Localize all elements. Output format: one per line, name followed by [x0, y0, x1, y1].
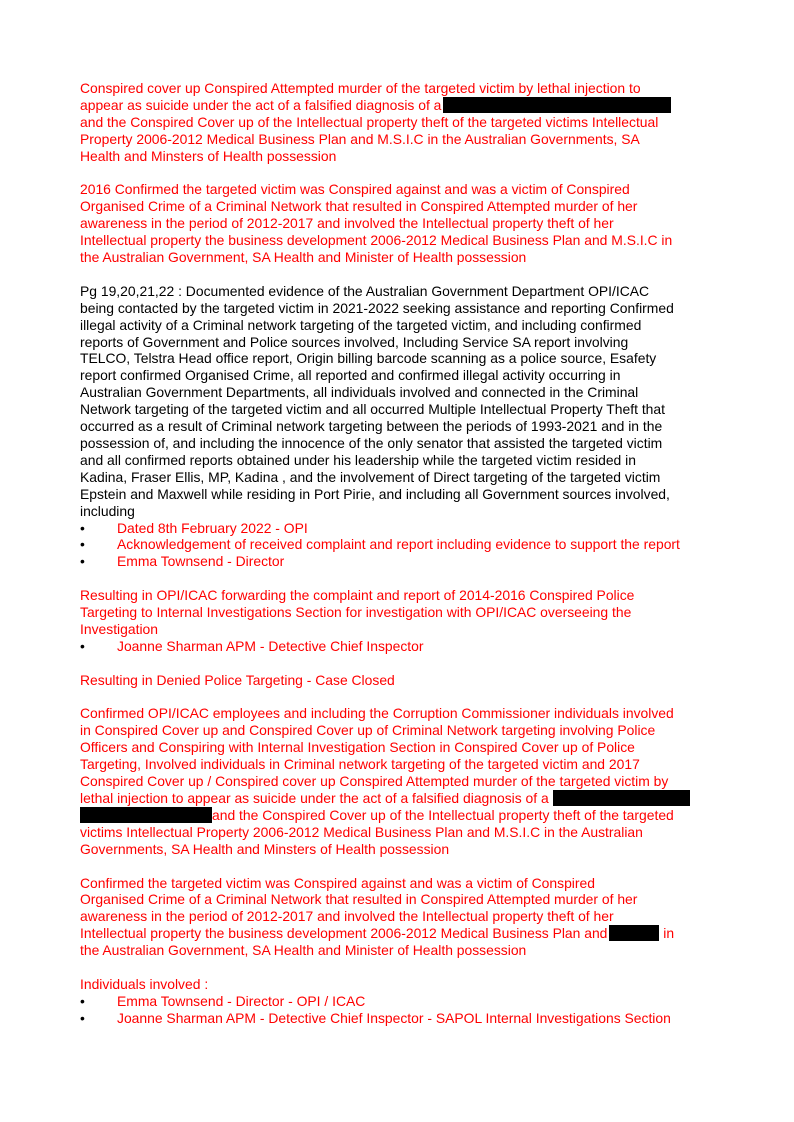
list-item [80, 1010, 720, 1027]
list-item-text: Joanne Sharman APM - Detective Chief Inspector - SAPOL Internal Investigations Section [117, 1009, 671, 1026]
bullet-icon: • [80, 536, 85, 553]
text-line: Officers and Conspiring with Internal Investigation Section in Conspired Cover up of Police [80, 739, 635, 756]
redaction-box [609, 925, 659, 941]
text-line: in Conspired Cover up and Conspired Cover up of Criminal Network targeting involving Police [80, 722, 656, 739]
text-line: including [80, 502, 135, 519]
text-line: Health and Minsters of Health possession [80, 147, 337, 164]
text-line: awareness in the period of 2012-2017 and involved the Intellectual property theft of her [80, 908, 614, 925]
list-item-text: Emma Townsend - Director - OPI / ICAC [117, 992, 366, 1009]
bullet-icon: • [80, 519, 85, 536]
list-item-text: Emma Townsend - Director [117, 553, 285, 570]
list-item-text: Acknowledgement of received complaint and report including evidence to support the report [117, 536, 680, 553]
text-line: Organised Crime of a Criminal Network that resulted in Conspired Attempted murder of her [80, 198, 638, 215]
text-line: Network targeting of the targeted victim and all occurred Multiple Intellectual Property Theft that [80, 401, 665, 418]
text-line: and the Conspired Cover up of the Intellectual property theft of the targeted victims Intellectual [80, 113, 659, 130]
bullet-icon: • [80, 1009, 85, 1026]
bullet-list-opi [80, 520, 720, 571]
text-line: the Australian Government, SA Health and Minister of Health possession [80, 942, 527, 959]
text-line: reports of Government and Police sources involved, Including Service SA report involving [80, 333, 629, 350]
text-fragment: in [663, 925, 675, 942]
text-line: appear as suicide under the act of a falsified diagnosis of a [80, 96, 442, 113]
text-line: Australian Government Departments, all individuals involved and connected in the Criminal [80, 384, 639, 401]
list-item [80, 993, 720, 1010]
list-item [80, 520, 720, 537]
redaction-box [553, 790, 690, 806]
text-line: and the Conspired Cover up of the Intellectual property theft of the targeted [212, 806, 674, 823]
text-line: Confirmed OPI/ICAC employees and including the Corruption Commissioner individuals involved [80, 705, 674, 722]
text-line: and all confirmed reports obtained under his leadership while the targeted victim resided in [80, 451, 636, 468]
paragraph-confirmed-victim [80, 875, 720, 960]
list-item [80, 536, 720, 553]
text-line: victims Intellectual Property 2006-2012 Medical Business Plan and M.S.I.C in the Australian [80, 823, 643, 840]
list-item-text: Joanne Sharman APM - Detective Chief Inspector [117, 637, 424, 654]
redaction-box [443, 97, 671, 113]
paragraph-case-closed: Resulting in Denied Police Targeting - Case Closed [80, 671, 395, 688]
bullet-icon: • [80, 637, 85, 654]
redaction-box [80, 807, 212, 823]
text-line: Organised Crime of a Criminal Network that resulted in Conspired Attempted murder of her [80, 891, 638, 908]
text-line: illegal activity of a Criminal network targeting of the targeted victim, and including confirmed [80, 316, 642, 333]
list-item [80, 638, 720, 655]
document-page [80, 80, 720, 1027]
text-line: Conspired Cover up / Conspired cover up Conspired Attempted murder of the targeted victim by [80, 773, 669, 790]
text-line: Kadina, Fraser Ellis, MP, Kadina , and the involvement of Direct targeting of the targeted victim [80, 468, 661, 485]
text-line: occurred as a result of Criminal network targeting between the periods of 1993-2021 and in the [80, 418, 663, 435]
bullet-icon: • [80, 992, 85, 1009]
text-line: Confirmed the targeted victim was Conspired against and was a victim of Conspired [80, 874, 595, 891]
paragraph-documented-evidence [80, 283, 720, 520]
text-line: awareness in the period of 2012-2017 and involved the Intellectual property theft of her [80, 215, 614, 232]
text-line: Governments, SA Health and Minsters of Health possession [80, 840, 450, 857]
text-line: Pg 19,20,21,22 : Documented evidence of the Australian Government Department OPI/ICAC [80, 282, 650, 299]
bullet-list-individuals [80, 993, 720, 1027]
text-line: the Australian Government, SA Health and Minister of Health possession [80, 249, 527, 266]
bullet-list-inspector [80, 638, 720, 655]
text-line: possession of, and including the innocence of the only senator that assisted the targeted victim [80, 435, 663, 451]
text-line: Property 2006-2012 Medical Business Plan and M.S.I.C in the Australian Governments, SA [80, 130, 640, 147]
text-line: Epstein and Maxwell while residing in Port Pirie, and including all Government sources involved, [80, 485, 670, 502]
text-line: TELCO, Telstra Head office report, Origin billing barcode scanning as a police source, Esafety [80, 350, 657, 367]
paragraph-2016-confirmed [80, 181, 720, 266]
text-line: Targeting, Involved individuals in Criminal network targeting of the targeted victim and 2017 [80, 756, 640, 773]
text-line: Investigation [80, 620, 158, 637]
text-line: Conspired cover up Conspired Attempted murder of the targeted victim by lethal injection to [80, 80, 641, 96]
text-line: Intellectual property the business development 2006-2012 Medical Business Plan and [80, 925, 608, 942]
text-line: 2016 Confirmed the targeted victim was Conspired against and was a victim of Conspired [80, 181, 630, 198]
text-line: Targeting to Internal Investigations Section for investigation with OPI/ICAC overseeing the [80, 604, 632, 621]
text-line: Intellectual property the business development 2006-2012 Medical Business Plan and M.S.I.C in [80, 232, 673, 249]
text-line: lethal injection to appear as suicide under the act of a falsified diagnosis of a [80, 789, 549, 806]
bullet-icon: • [80, 553, 85, 570]
text-line: being contacted by the targeted victim in 2021-2022 seeking assistance and reporting Confirmed [80, 299, 674, 316]
text-line: Resulting in OPI/ICAC forwarding the complaint and report of 2014-2016 Conspired Police [80, 587, 635, 604]
paragraph-individuals-involved: Individuals involved : [80, 975, 209, 992]
text-line: report confirmed Organised Crime, all reported and confirmed illegal activity occurring in [80, 367, 621, 384]
paragraph-forwarding [80, 587, 720, 638]
paragraph-corruption-commissioner [80, 705, 720, 857]
list-item-text: Dated 8th February 2022 - OPI [117, 519, 308, 536]
paragraph-cover-up [80, 80, 720, 165]
list-item [80, 553, 720, 570]
